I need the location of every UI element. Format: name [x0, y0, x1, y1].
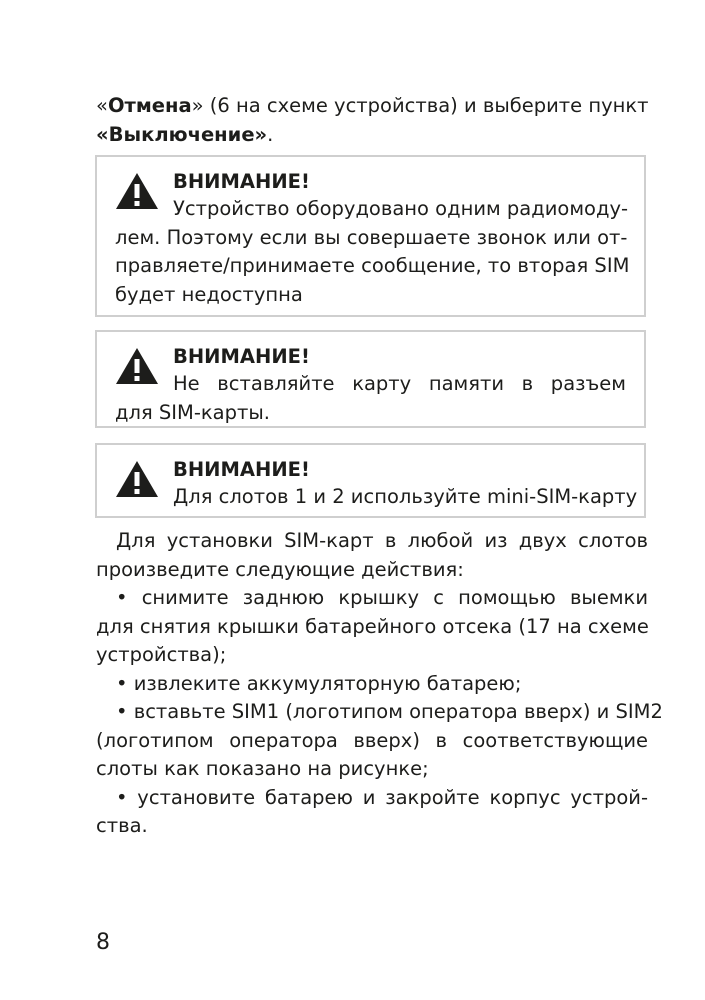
- warning-line: лем. Поэтому если вы совершаете звонок или от-: [115, 225, 628, 249]
- cancel-term: Отмена: [107, 94, 192, 117]
- warning-title: ВНИМАНИЕ!: [173, 458, 310, 481]
- intro-line-1: «Отмена» (6 на схеме устройства) и выберите пункт: [96, 94, 649, 117]
- warning-line: Устройство оборудовано одним радиомоду-: [173, 197, 629, 220]
- intro-line-2: «Выключение».: [96, 122, 274, 146]
- body-line: Для установки SIM-карт в любой из двух слотов: [116, 529, 648, 552]
- warning-box-3: [95, 443, 646, 518]
- warning-triangle-icon: [115, 346, 159, 386]
- bullet-item: слоты как показано на рисунке;: [96, 757, 429, 780]
- warning-triangle-icon: [115, 459, 159, 499]
- warning-title: ВНИМАНИЕ!: [173, 345, 310, 368]
- warning-triangle-icon: [115, 171, 159, 211]
- body-line: произведите следующие действия:: [96, 557, 464, 581]
- bullet-item: • извлеките аккумуляторную батарею;: [116, 671, 522, 695]
- instructions: [96, 527, 663, 841]
- warning-line: для SIM-карты.: [115, 400, 270, 424]
- warning-box-1: [95, 155, 646, 317]
- warning-box-2: [95, 330, 646, 428]
- page-number: 8: [96, 930, 110, 955]
- bullet-item: ства.: [96, 814, 148, 837]
- bullet-item: устройства);: [96, 643, 227, 666]
- bullet-item: для снятия крышки батарейного отсека (17 на схеме: [96, 614, 649, 638]
- bullet-item: • вставьте SIM1 (логотипом оператора вверх) и SIM2: [116, 700, 663, 723]
- power-off-term: «Выключение»: [96, 122, 268, 146]
- warning-line: будет недоступна: [115, 282, 303, 306]
- warning-title: ВНИМАНИЕ!: [173, 170, 310, 193]
- bullet-item: • установите батарею и закройте корпус устрой-: [116, 785, 648, 809]
- warning-line: Не вставляйте карту памяти в разъем: [173, 372, 626, 395]
- bullet-item: (логотипом оператора вверх) в соответствующие: [96, 728, 648, 752]
- warning-line: правляете/принимаете сообщение, то вторая SIM: [115, 254, 630, 277]
- intro-paragraph: [96, 92, 648, 149]
- warning-line: Для слотов 1 и 2 используйте mini-SIM-карту: [173, 485, 638, 508]
- bullet-item: • снимите заднюю крышку с помощью выемки: [116, 586, 648, 609]
